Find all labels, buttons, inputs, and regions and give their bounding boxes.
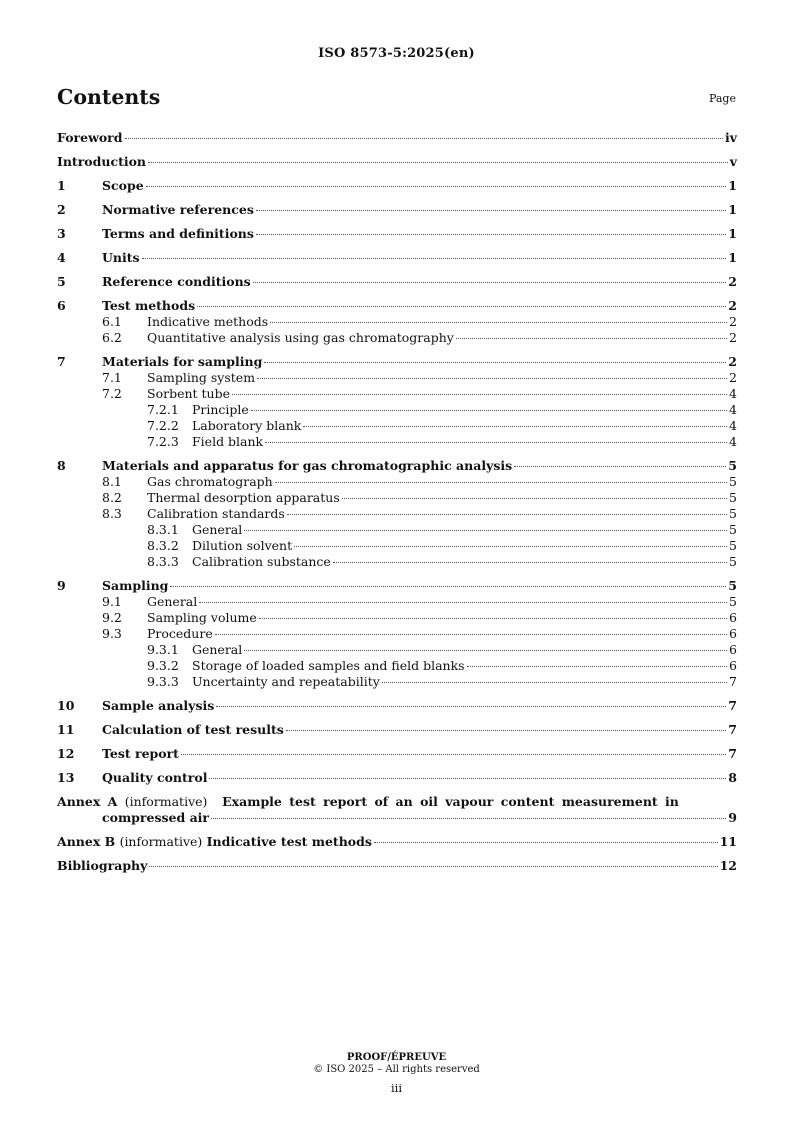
toc-entry-number: 2	[57, 202, 66, 217]
contents-heading: Contents	[57, 85, 161, 109]
toc-entry-title: Calibration substance	[192, 554, 331, 569]
toc-entry-title: Units	[102, 250, 140, 265]
toc-entry-page: iv	[724, 130, 737, 145]
toc-entry-title: Scope	[102, 178, 144, 193]
dot-leader	[253, 282, 727, 283]
toc-entry-number: 7.2.1	[147, 402, 179, 417]
toc-entry-number: 8	[57, 458, 66, 473]
toc-entry-title: Test methods	[102, 298, 196, 313]
dot-leader	[170, 586, 726, 587]
toc-entry-7-1[interactable]	[57, 370, 737, 386]
toc-entry-number: 12	[57, 746, 75, 761]
toc-entry-number: 9	[57, 578, 66, 593]
toc-entry-number: 8.1	[102, 474, 122, 489]
toc-entry-page: 9	[728, 810, 737, 825]
toc-entry-title: Introduction	[57, 154, 147, 169]
toc-entry-11[interactable]	[57, 722, 737, 738]
toc-entry-page: 2	[728, 354, 737, 369]
page-number: iii	[390, 1081, 403, 1095]
annex-a-title-line1: Example test report of an oil vapour content measurement in	[222, 794, 679, 809]
annex-a-prefix: Annex A	[57, 794, 118, 809]
toc-entry-page: 7	[729, 674, 737, 689]
toc-entry-number: 8.2	[102, 490, 122, 505]
toc-entry-9-3-3[interactable]	[57, 674, 737, 690]
toc-entry-title: Field blank	[192, 434, 264, 449]
toc-entry-page: 5	[729, 594, 737, 609]
toc-entry-2[interactable]	[57, 202, 737, 218]
dot-leader	[142, 258, 727, 259]
toc-entry-number: 8.3.2	[147, 538, 179, 553]
toc-entry-title: Dilution solvent	[192, 538, 293, 553]
toc-entry-page: 7	[728, 722, 737, 737]
toc-entry-number: 6.1	[102, 314, 122, 329]
toc-entry-number: 11	[57, 722, 75, 737]
toc-entry-title: Quality control	[102, 770, 208, 785]
toc-entry-number: 9.3	[102, 626, 122, 641]
toc-entry-number: 7.1	[102, 370, 122, 385]
toc-entry-8-3-3[interactable]	[57, 554, 737, 570]
toc-entry-title: Bibliography	[57, 858, 148, 873]
toc-entry-13[interactable]	[57, 770, 737, 786]
toc-entry-title: Laboratory blank	[192, 418, 302, 433]
toc-entry-8[interactable]	[57, 458, 737, 474]
dot-leader	[333, 562, 727, 563]
annex-b-title: Indicative test methods	[206, 834, 372, 849]
toc-entry-9-1[interactable]	[57, 594, 737, 610]
toc-entry-4[interactable]	[57, 250, 737, 266]
toc-entry-title: Reference conditions	[102, 274, 251, 289]
toc-entry-title: Foreword	[57, 130, 123, 145]
toc-entry-title: General	[192, 522, 243, 537]
toc-entry-7-2-2[interactable]	[57, 418, 737, 434]
toc-entry-9-3-2[interactable]	[57, 658, 737, 674]
toc-entry-title: Principle	[192, 402, 249, 417]
toc-entry-title: Gas chromatograph	[147, 474, 273, 489]
toc-entry-8-3-1[interactable]	[57, 522, 737, 538]
toc-entry-annex-b[interactable]	[57, 834, 737, 850]
toc-entry-number: 10	[57, 698, 75, 713]
toc-entry-title: Sampling system	[147, 370, 256, 385]
annex-a-heading	[57, 794, 679, 810]
toc-entry-number: 8.3.3	[147, 554, 179, 569]
toc-entry-6-2[interactable]	[57, 330, 737, 346]
toc-entry-page: 5	[728, 578, 737, 593]
dot-leader	[456, 338, 727, 339]
toc-entry-number: 9.3.1	[147, 642, 179, 657]
toc-entry-number: 7	[57, 354, 66, 369]
toc-entry-number: 6	[57, 298, 66, 313]
toc-entry-8-2[interactable]	[57, 490, 737, 506]
toc-entry-3[interactable]	[57, 226, 737, 242]
toc-entry-9-2[interactable]	[57, 610, 737, 626]
toc-entry-number: 1	[57, 178, 66, 193]
dot-leader	[209, 778, 726, 779]
toc-entry-page: 4	[729, 402, 737, 417]
toc-entry-page: 5	[729, 522, 737, 537]
toc-entry-1[interactable]	[57, 178, 737, 194]
toc-entry-page: 1	[728, 178, 737, 193]
proof-label: PROOF/ÉPREUVE	[346, 1052, 447, 1063]
dot-leader	[125, 138, 723, 139]
toc-entry-10[interactable]	[57, 698, 737, 714]
dot-leader	[149, 866, 717, 867]
dot-leader	[286, 730, 726, 731]
toc-entry-page: 5	[729, 506, 737, 521]
toc-entry-title: Quantitative analysis using gas chromatography	[147, 330, 454, 345]
dot-leader	[342, 498, 727, 499]
toc-entry-7-2-1[interactable]	[57, 402, 737, 418]
toc-entry-7[interactable]	[57, 354, 737, 370]
page-column-label: Page	[708, 92, 736, 105]
toc-entry-title: Terms and definitions	[102, 226, 254, 241]
toc-entry-page: 6	[729, 626, 737, 641]
toc-entry-8-3-2[interactable]	[57, 538, 737, 554]
toc-entry-number: 7.2.2	[147, 418, 179, 433]
toc-entry-title: Materials for sampling	[102, 354, 263, 369]
dot-leader	[275, 482, 727, 483]
toc-entry-number: 9.2	[102, 610, 122, 625]
toc-entry-9[interactable]	[57, 578, 737, 594]
toc-entry-number: 8.3.1	[147, 522, 179, 537]
toc-entry-page: 2	[729, 370, 737, 385]
toc-entry-number: 9.1	[102, 594, 122, 609]
annex-b-informative: (informative)	[119, 834, 203, 849]
toc-entry-page: 7	[728, 746, 737, 761]
dot-leader	[216, 706, 726, 707]
dot-leader	[257, 378, 727, 379]
toc-entry-page: 2	[729, 330, 737, 345]
dot-leader	[374, 842, 718, 843]
toc-entry-number: 4	[57, 250, 66, 265]
toc-entry-introduction[interactable]	[57, 154, 737, 170]
dot-leader	[181, 754, 726, 755]
dot-leader	[256, 234, 726, 235]
toc-entry-page: 5	[729, 554, 737, 569]
document-id-header: ISO 8573-5:2025(en)	[318, 46, 475, 61]
toc-entry-page: 1	[728, 250, 737, 265]
page-footer	[0, 1052, 793, 1094]
toc-entry-page: 8	[728, 770, 737, 785]
toc-entry-number: 7.2.3	[147, 434, 179, 449]
toc-entry-8-3[interactable]	[57, 506, 737, 522]
toc-entry-page: 12	[719, 858, 737, 873]
toc-entry-6[interactable]	[57, 298, 737, 314]
dot-leader	[382, 682, 727, 683]
toc-entry-page: 2	[729, 314, 737, 329]
toc-entry-page: v	[729, 154, 737, 169]
table-of-contents	[57, 126, 737, 874]
toc-entry-title: Sorbent tube	[147, 386, 230, 401]
toc-entry-page: 6	[729, 610, 737, 625]
toc-entry-title: Thermal desorption apparatus	[147, 490, 340, 505]
toc-entry-7-2[interactable]	[57, 386, 737, 402]
toc-entry-title: Procedure	[147, 626, 213, 641]
toc-entry-12[interactable]	[57, 746, 737, 762]
dot-leader	[215, 634, 727, 635]
dot-leader	[211, 818, 726, 819]
toc-entry-title: General	[147, 594, 198, 609]
dot-leader	[467, 666, 727, 667]
dot-leader	[303, 426, 727, 427]
toc-entry-6-1[interactable]	[57, 314, 737, 330]
toc-entry-number: 5	[57, 274, 66, 289]
toc-entry-number: 9.3.2	[147, 658, 179, 673]
annex-b-prefix: Annex B	[57, 834, 116, 849]
toc-entry-title: Normative references	[102, 202, 254, 217]
toc-entry-page: 4	[729, 386, 737, 401]
annex-a-title-line2: compressed air	[102, 810, 210, 825]
toc-entry-number: 8.3	[102, 506, 122, 521]
annex-b-heading	[57, 834, 372, 850]
toc-entry-title: Sampling	[102, 578, 169, 593]
dot-leader	[256, 210, 726, 211]
toc-entry-page: 1	[728, 226, 737, 241]
dot-leader	[232, 394, 727, 395]
dot-leader	[270, 322, 727, 323]
toc-entry-9-3-1[interactable]	[57, 642, 737, 658]
toc-entry-number: 6.2	[102, 330, 122, 345]
toc-entry-title: Storage of loaded samples and field blanks	[192, 658, 465, 673]
toc-entry-title: General	[192, 642, 243, 657]
toc-entry-page: 5	[729, 490, 737, 505]
dot-leader	[197, 306, 726, 307]
toc-entry-title: Indicative methods	[147, 314, 269, 329]
dot-leader	[148, 162, 728, 163]
toc-entry-page: 4	[729, 418, 737, 433]
toc-entry-page: 1	[728, 202, 737, 217]
dot-leader	[244, 650, 727, 651]
dot-leader	[251, 410, 727, 411]
dot-leader	[294, 546, 727, 547]
toc-entry-page: 5	[729, 538, 737, 553]
toc-entry-page: 5	[728, 458, 737, 473]
dot-leader	[287, 514, 727, 515]
dot-leader	[146, 186, 727, 187]
dot-leader	[265, 442, 727, 443]
toc-entry-bibliography[interactable]	[57, 858, 737, 874]
toc-entry-title: Test report	[102, 746, 179, 761]
toc-entry-title: Uncertainty and repeatability	[192, 674, 380, 689]
copyright-notice: © ISO 2025 – All rights reserved	[313, 1064, 480, 1075]
toc-entry-7-2-3[interactable]	[57, 434, 737, 450]
toc-entry-title: Sampling volume	[147, 610, 257, 625]
toc-entry-foreword[interactable]	[57, 130, 737, 146]
dot-leader	[514, 466, 726, 467]
toc-entry-page: 2	[728, 274, 737, 289]
toc-entry-8-1[interactable]	[57, 474, 737, 490]
toc-entry-annex-a[interactable]	[57, 794, 737, 826]
annex-a-informative: (informative)	[124, 794, 208, 809]
toc-entry-page: 4	[729, 434, 737, 449]
toc-entry-page: 2	[728, 298, 737, 313]
toc-entry-title: Calibration standards	[147, 506, 285, 521]
toc-entry-page: 6	[729, 642, 737, 657]
dot-leader	[259, 618, 727, 619]
toc-entry-9-3[interactable]	[57, 626, 737, 642]
toc-entry-number: 7.2	[102, 386, 122, 401]
toc-entry-page: 7	[728, 698, 737, 713]
toc-entry-5[interactable]	[57, 274, 737, 290]
dot-leader	[264, 362, 726, 363]
toc-entry-page: 5	[729, 474, 737, 489]
dot-leader	[244, 530, 727, 531]
toc-entry-page: 11	[719, 834, 737, 849]
dot-leader	[199, 602, 727, 603]
toc-entry-number: 13	[57, 770, 75, 785]
toc-entry-page: 6	[729, 658, 737, 673]
toc-entry-title: Calculation of test results	[102, 722, 284, 737]
toc-entry-number: 3	[57, 226, 66, 241]
toc-entry-title: Sample analysis	[102, 698, 215, 713]
toc-entry-title: Materials and apparatus for gas chromatographic analysis	[102, 458, 513, 473]
toc-entry-number: 9.3.3	[147, 674, 179, 689]
